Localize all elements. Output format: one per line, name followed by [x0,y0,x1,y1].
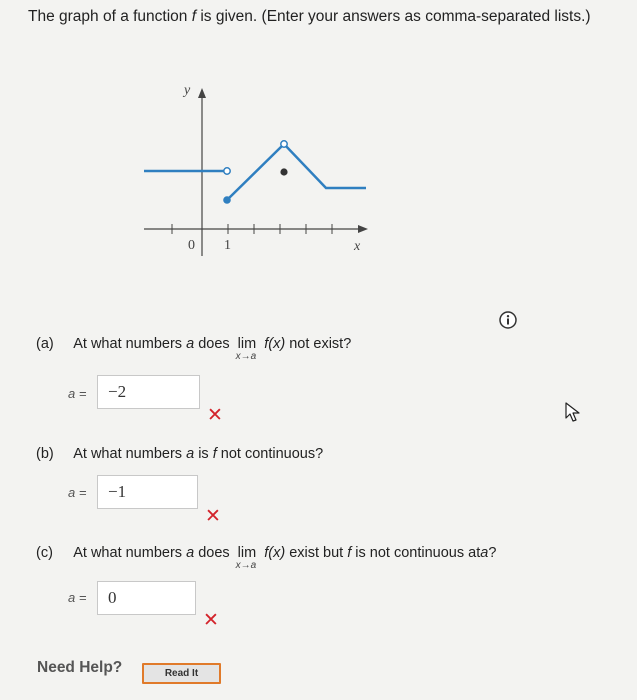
intro-text-after: is given. (Enter your answers as comma-separated lists.) [200,8,591,25]
answer-c-label: a = [68,590,87,605]
question-intro [28,8,591,26]
answer-c-input[interactable] [97,581,196,615]
limit-subscript: x→a [235,351,257,362]
tick-label-one: 1 [224,238,231,253]
closed-dot-jump [223,196,231,204]
wrong-answer-c-icon: ✕ [203,609,219,631]
limit-function: f(x) [264,336,286,352]
origin-label: 0 [188,238,195,253]
question-c-text-mid2: exist but [289,545,344,561]
limit-function: f(x) [264,545,286,561]
y-axis-label: y [184,83,191,98]
question-c-text: At what numbers [73,545,183,561]
wrong-answer-b-icon: ✕ [205,505,221,527]
question-b-text-mid: is [198,446,209,462]
question-c-text-mid: does [198,545,230,561]
function-graph [138,78,378,263]
wrong-answer-a-icon: ✕ [207,404,223,426]
answer-a-label: a = [68,386,87,401]
part-label-b: (b) [36,446,54,462]
question-b [36,446,323,462]
answer-b-input[interactable] [97,475,198,509]
question-a-text: At what numbers [73,336,183,352]
answer-b-label: a = [68,485,87,500]
question-b-text: At what numbers [73,446,183,462]
function-name: f [347,545,352,561]
question-c-text-after: ? [488,545,497,561]
open-circle-left [224,168,230,174]
function-name: f [191,8,197,25]
var-a: a [186,336,195,352]
question-a-text-after: not exist? [289,336,352,352]
question-a-text-mid: does [198,336,230,352]
question-a [36,336,352,362]
open-circle-peak [281,141,287,147]
answer-a-input[interactable] [97,375,200,409]
var-a: a [480,545,489,561]
function-name: f [212,446,217,462]
x-axis-label: x [354,239,361,254]
question-c-text-mid3: is not continuous at [355,545,481,561]
right-piecewise-curve [227,144,366,200]
isolated-point [280,168,287,175]
intro-text-before: The graph of a function [28,8,188,25]
part-label-c: (c) [36,545,53,561]
limit-expression: lim x→a [235,336,257,362]
limit-subscript: x→a [235,560,257,571]
question-c [36,545,497,571]
mouse-pointer-icon [565,402,581,422]
x-axis-arrow [358,225,368,233]
question-b-text-after: not continuous? [220,446,324,462]
part-label-a: (a) [36,336,54,352]
limit-expression: lim x→a [235,545,257,571]
y-axis-arrow [198,88,206,98]
info-circle-icon[interactable] [499,311,517,329]
var-a: a [186,545,195,561]
need-help-label: Need Help? [37,659,123,676]
read-it-button[interactable]: Read It [142,663,221,684]
var-a: a [186,446,195,462]
